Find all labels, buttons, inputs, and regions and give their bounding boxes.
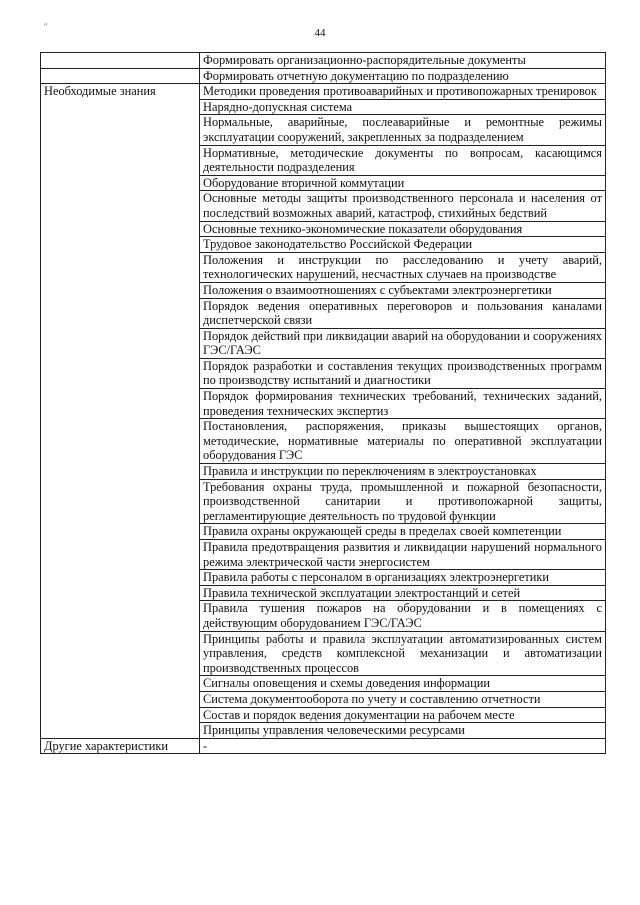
row-text: Формировать организационно-распорядительные документы (200, 53, 606, 69)
other-characteristics-value: - (200, 738, 606, 754)
knowledge-label: Необходимые знания (41, 84, 200, 739)
knowledge-item: Порядок разработки и составления текущих производственных программ по производству испытаний и диагностики (200, 358, 606, 388)
knowledge-item: Оборудование вторичной коммутации (200, 175, 606, 191)
knowledge-item: Положения о взаимоотношениях с субъектами электроэнергетики (200, 282, 606, 298)
knowledge-item: Порядок формирования технических требований, технических заданий, проведения технических экспертиз (200, 389, 606, 419)
requirements-table (40, 52, 606, 754)
other-characteristics-label: Другие характеристики (41, 738, 200, 754)
knowledge-item: Методики проведения противоаварийных и противопожарных тренировок (200, 84, 606, 100)
table-row (41, 68, 606, 84)
knowledge-item: Правила технической эксплуатации электростанций и сетей (200, 585, 606, 601)
knowledge-item: Положения и инструкции по расследованию и учету аварий, технологических нарушений, несчастных случаев на производстве (200, 252, 606, 282)
knowledge-item: Правила предотвращения развития и ликвидации нарушений нормального режима электрической части энергосистем (200, 540, 606, 570)
table-row (41, 738, 606, 754)
table-row (41, 53, 606, 69)
knowledge-item: Нормативные, методические документы по вопросам, касающимся деятельности подразделения (200, 145, 606, 175)
knowledge-item: Нарядно-допускная система (200, 99, 606, 115)
knowledge-item: Принципы работы и правила эксплуатации автоматизированных систем управления, средств комплексной механизации и автоматизации производственных процессов (200, 631, 606, 676)
page-number: 44 (314, 27, 326, 39)
knowledge-item: Правила тушения пожаров на оборудовании и в помещениях с действующим оборудованием ГЭС/ГАЭС (200, 601, 606, 631)
knowledge-item: Правила охраны окружающей среды в пределах своей компетенции (200, 524, 606, 540)
table-row (41, 84, 606, 100)
knowledge-item: Состав и порядок ведения документации на рабочем месте (200, 707, 606, 723)
knowledge-item: Трудовое законодательство Российской Федерации (200, 237, 606, 253)
knowledge-item: Основные технико-экономические показатели оборудования (200, 221, 606, 237)
knowledge-item: Правила и инструкции по переключениям в электроустановках (200, 464, 606, 480)
knowledge-item: Сигналы оповещения и схемы доведения информации (200, 676, 606, 692)
knowledge-item: Система документооборота по учету и составлению отчетности (200, 691, 606, 707)
row-text: Формировать отчетную документацию по подразделению (200, 68, 606, 84)
knowledge-item: Основные методы защиты производственного персонала и населения от последствий возможных аварий, катастроф, стихийных бедствий (200, 191, 606, 221)
row-label-empty (41, 68, 200, 84)
knowledge-item: Принципы управления человеческими ресурсами (200, 723, 606, 739)
knowledge-item: Порядок ведения оперативных переговоров и пользования каналами диспетчерской связи (200, 298, 606, 328)
row-label-empty (41, 53, 200, 69)
scan-mark: " (44, 22, 48, 31)
knowledge-item: Правила работы с персоналом в организациях электроэнергетики (200, 570, 606, 586)
knowledge-item: Нормальные, аварийные, послеаварийные и ремонтные режимы эксплуатации сооружений, закрепленных за подразделением (200, 115, 606, 145)
knowledge-item: Постановления, распоряжения, приказы вышестоящих органов, методические, нормативные материалы по оперативной эксплуатации оборудования ГЭС (200, 419, 606, 464)
knowledge-item: Требования охраны труда, промышленной и пожарной безопасности, производственной санитарии и противопожарной защиты, регламентирующие деятельность по трудовой функции (200, 479, 606, 524)
knowledge-item: Порядок действий при ликвидации аварий на оборудовании и сооружениях ГЭС/ГАЭС (200, 328, 606, 358)
